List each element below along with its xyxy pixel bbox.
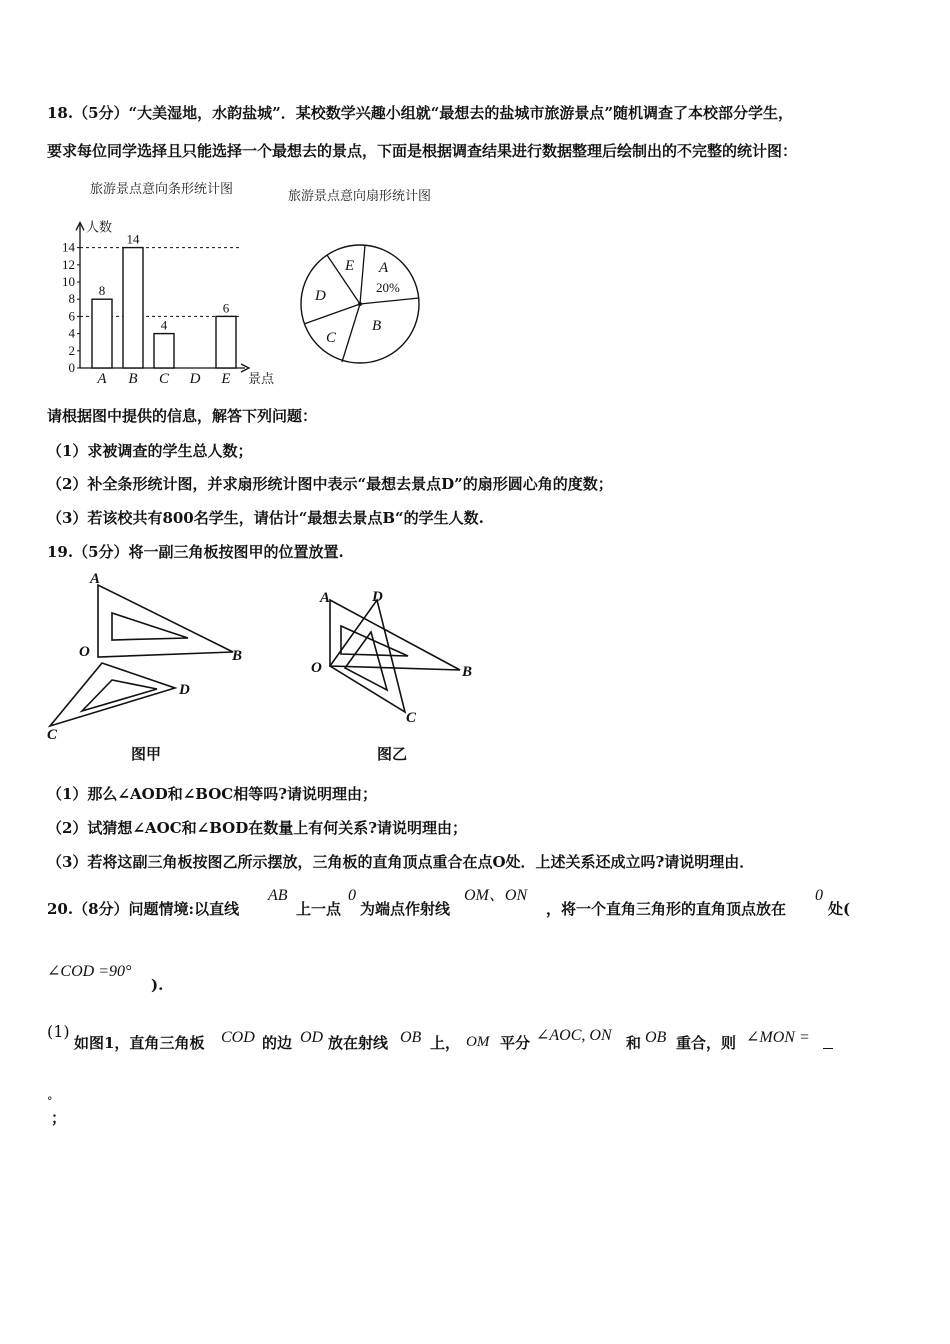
bar-value-label: 6 [222,300,230,316]
y-tick-label: 4 [68,325,75,341]
triangle-ocd-inner [82,680,157,711]
pie-chart-title: 旅游景点意向扇形统计图 [288,189,432,204]
pie-label-c: C [326,330,337,346]
fig2-label-b: B [462,664,473,680]
bar-a [92,299,112,368]
fig1-label-a: A [90,571,101,587]
category-label-e: E [221,371,231,387]
fig2-label-o: O [311,660,322,676]
y-tick-label: 6 [68,308,75,324]
q20-math-ob2: OB [645,1029,667,1046]
fig1-label-o: O [79,644,90,660]
triangle-aob-outer [98,585,233,657]
q20-math-o2: 0 [815,887,823,904]
q20-math-od: OD [300,1029,324,1046]
category-label-c: C [158,371,170,387]
q20-math-ob: OB [400,1029,422,1046]
q20-s5: 平分 [500,1034,531,1052]
y-tick-label: 8 [68,291,75,307]
triangle-ocd-inner [345,632,387,690]
fig1-label-c: C [47,727,58,743]
bar-chart-title: 旅游景点意向条形统计图 [90,182,234,197]
y-tick-label: 12 [62,256,75,272]
q20-p4: ，将一个直角三角形的直角顶点放在 [546,900,787,918]
bar-chart [40,195,285,395]
triangle-ocd-outer [50,663,175,726]
x-axis-label: 景点 [248,371,275,386]
bar-b [123,248,143,368]
q20-p3: 为端点作射线 [360,900,451,918]
bar-value-label: 4 [160,317,168,333]
y-tick-label: 10 [62,274,75,289]
q20-s7: 重合，则 [676,1034,737,1052]
bar-value-label: 14 [126,231,140,247]
fig2-label-a: A [320,590,331,606]
category-label-d: D [189,371,201,387]
triangle-aob-outer [330,600,460,670]
bar-c [154,334,174,368]
q20-s3: 放在射线 [328,1034,389,1052]
y-tick-label: 2 [68,342,75,358]
pie-label-b: B [372,318,382,334]
fig2-caption: 图乙 [377,745,408,763]
y-tick-label: 0 [68,360,75,375]
q20-p1: 20.（8分）问题情境:以直线 [47,900,240,918]
pie-label-a: A [379,260,389,276]
category-label-b: B [128,371,138,387]
q20-s2: 的边 [262,1034,293,1052]
q18-line2: 要求每位同学选择且只能选择一个最想去的景点，下面是根据调查结果进行数据整理后绘制出的不完整的统计图： [47,142,798,160]
q20-math-cod: COD [221,1029,255,1046]
bar-e [216,316,236,368]
q20-p5: 处( [828,900,851,918]
q18-sub2: （2）补全条形统计图，并求扇形统计图中表示“最想去景点D”的扇形圆心角的度数； [47,475,613,493]
fig1-caption: 图甲 [131,745,162,763]
q20-math-aoc-on: ∠AOC, ON [536,1027,612,1044]
pie-label-e: E [345,258,355,274]
q19-sub2: （2）试猜想∠AOC和∠BOD在数量上有何关系?请说明理由； [47,819,468,837]
bar-value-label: 8 [98,283,106,299]
answer-blank[interactable] [823,1048,833,1049]
pie-chart [290,212,430,372]
q20-semicolon: ； [51,1109,67,1127]
q18-line1: 18.（5分）“大美湿地，水韵盐城”．某校数学兴趣小组就“最想去的盐城市旅游景点”随机调查了本校部分学生， [47,104,794,122]
triangle-aob-inner [341,626,408,656]
q18-prompt: 请根据图中提供的信息，解答下列问题： [47,407,318,425]
y-axis-label: 人数 [86,219,113,235]
triangle-aob-inner [112,613,188,640]
q20-degree: ° [47,1095,53,1108]
category-label-a: A [97,371,107,387]
pie-label-d: D [315,288,326,304]
q20-math-cod-angle: ∠COD =90° [47,963,132,980]
q20-s1: 如图1，直角三角板 [74,1034,205,1052]
fig1-label-b: B [232,648,243,664]
q20-math-om-on: OM、ON [464,887,528,904]
q20-math-ab: AB [268,887,288,904]
q20-sub1-number: (1) [47,1022,70,1041]
q19-stem: 19.（5分）将一副三角板按图甲的位置放置. [47,543,344,561]
q18-sub3: （3）若该校共有800名学生，请估计“最想去景点B“的学生人数. [47,509,484,527]
pie-center-dot [358,302,362,306]
q19-sub3: （3）若将这副三角板按图乙所示摆放，三角板的直角顶点重合在点O处．上述关系还成立吗?请说明理由． [47,853,755,871]
q18-sub1: （1）求被调查的学生总人数； [47,442,253,460]
q20-s4: 上， [430,1034,461,1052]
q20-p6: ). [151,976,164,994]
figure-yi [305,582,495,732]
figure-jia [40,568,260,768]
q20-math-o1: 0 [348,887,356,904]
q20-s6: 和 [626,1034,642,1052]
fig2-label-d: D [372,589,383,605]
fig2-label-c: C [406,710,417,726]
q19-sub1: （1）那么∠AOD和∠BOC相等吗?请说明理由； [47,785,378,803]
q20-math-mon: ∠MON = [746,1029,810,1046]
fig1-label-d: D [179,682,190,698]
y-tick-label: 14 [62,239,75,255]
q20-p2: 上一点 [296,900,342,918]
pie-annotation-a: 20% [376,280,400,295]
q20-math-om: OM [466,1034,490,1050]
